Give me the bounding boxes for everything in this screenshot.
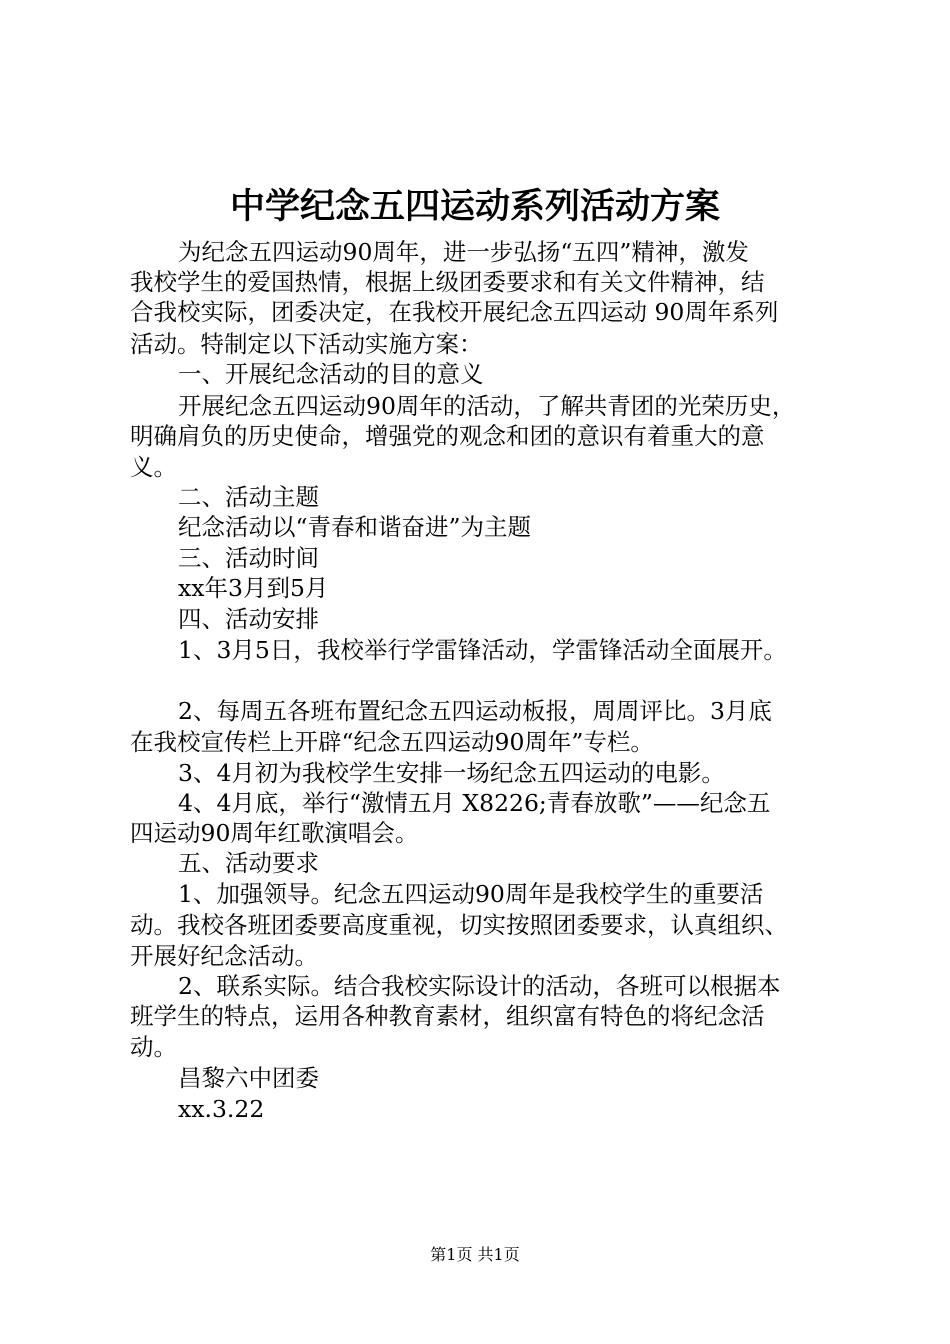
text-line: 2、每周五各班布置纪念五四运动板报，周周评比。3月底 [178,697,772,725]
text-line: 四运动90周年红歌演唱会。 [130,819,419,847]
section-heading: 四、活动安排 [178,605,319,633]
section-heading: 一、开展纪念活动的目的意义 [178,360,484,388]
text-line: 合我校实际，团委决定，在我校开展纪念五四运动 90周年系列 [130,298,779,326]
text-line: 活动。特制定以下活动实施方案： [130,330,483,358]
text-line: 为纪念五四运动90周年，进一步弘扬“五四”精神，激发 [178,238,749,266]
text-line: 纪念活动以“青春和谐奋进”为主题 [178,513,532,541]
text-line: 3、4月初为我校学生安排一场纪念五四运动的电影。 [178,759,725,787]
text-line: 明确肩负的历史使命，增强党的观念和团的意识有着重大的意 [130,422,765,450]
signature-organization: 昌黎六中团委 [178,1064,319,1092]
section-heading: 三、活动时间 [178,544,319,572]
page-number: 第1页 共1页 [430,1245,520,1264]
section-heading: 二、活动主题 [178,483,319,511]
section-heading: 五、活动要求 [178,849,319,877]
text-line: 开展纪念五四运动90周年的活动，了解共青团的光荣历史， [178,392,796,420]
document-title: 中学纪念五四运动系列活动方案 [229,186,720,227]
text-line: 班学生的特点，运用各种教育素材，组织富有特色的将纪念活 [130,1002,765,1030]
text-line: 1、加强领导。纪念五四运动90周年是我校学生的重要活 [178,880,764,908]
text-line: 在我校宣传栏上开辟“纪念五四运动90周年”专栏。 [130,728,654,756]
signature-date: xx.3.22 [178,1095,265,1123]
text-line: xx年3月到5月 [178,574,329,602]
text-line: 动。 [130,1033,177,1061]
text-line: 义。 [130,453,177,481]
text-line: 1、3月5日，我校举行学雷锋活动，学雷锋活动全面展开。 [178,636,787,664]
text-line: 4、4月底，举行“激情五月 X8226;青春放歌”——纪念五 [178,789,771,817]
text-line: 动。我校各班团委要高度重视，切实按照团委要求，认真组织、 [130,911,788,939]
text-line: 2、联系实际。结合我校实际设计的活动，各班可以根据本 [178,972,781,1000]
text-line: 开展好纪念活动。 [130,942,318,970]
text-line: 我校学生的爱国热情，根据上级团委要求和有关文件精神，结 [130,268,765,296]
